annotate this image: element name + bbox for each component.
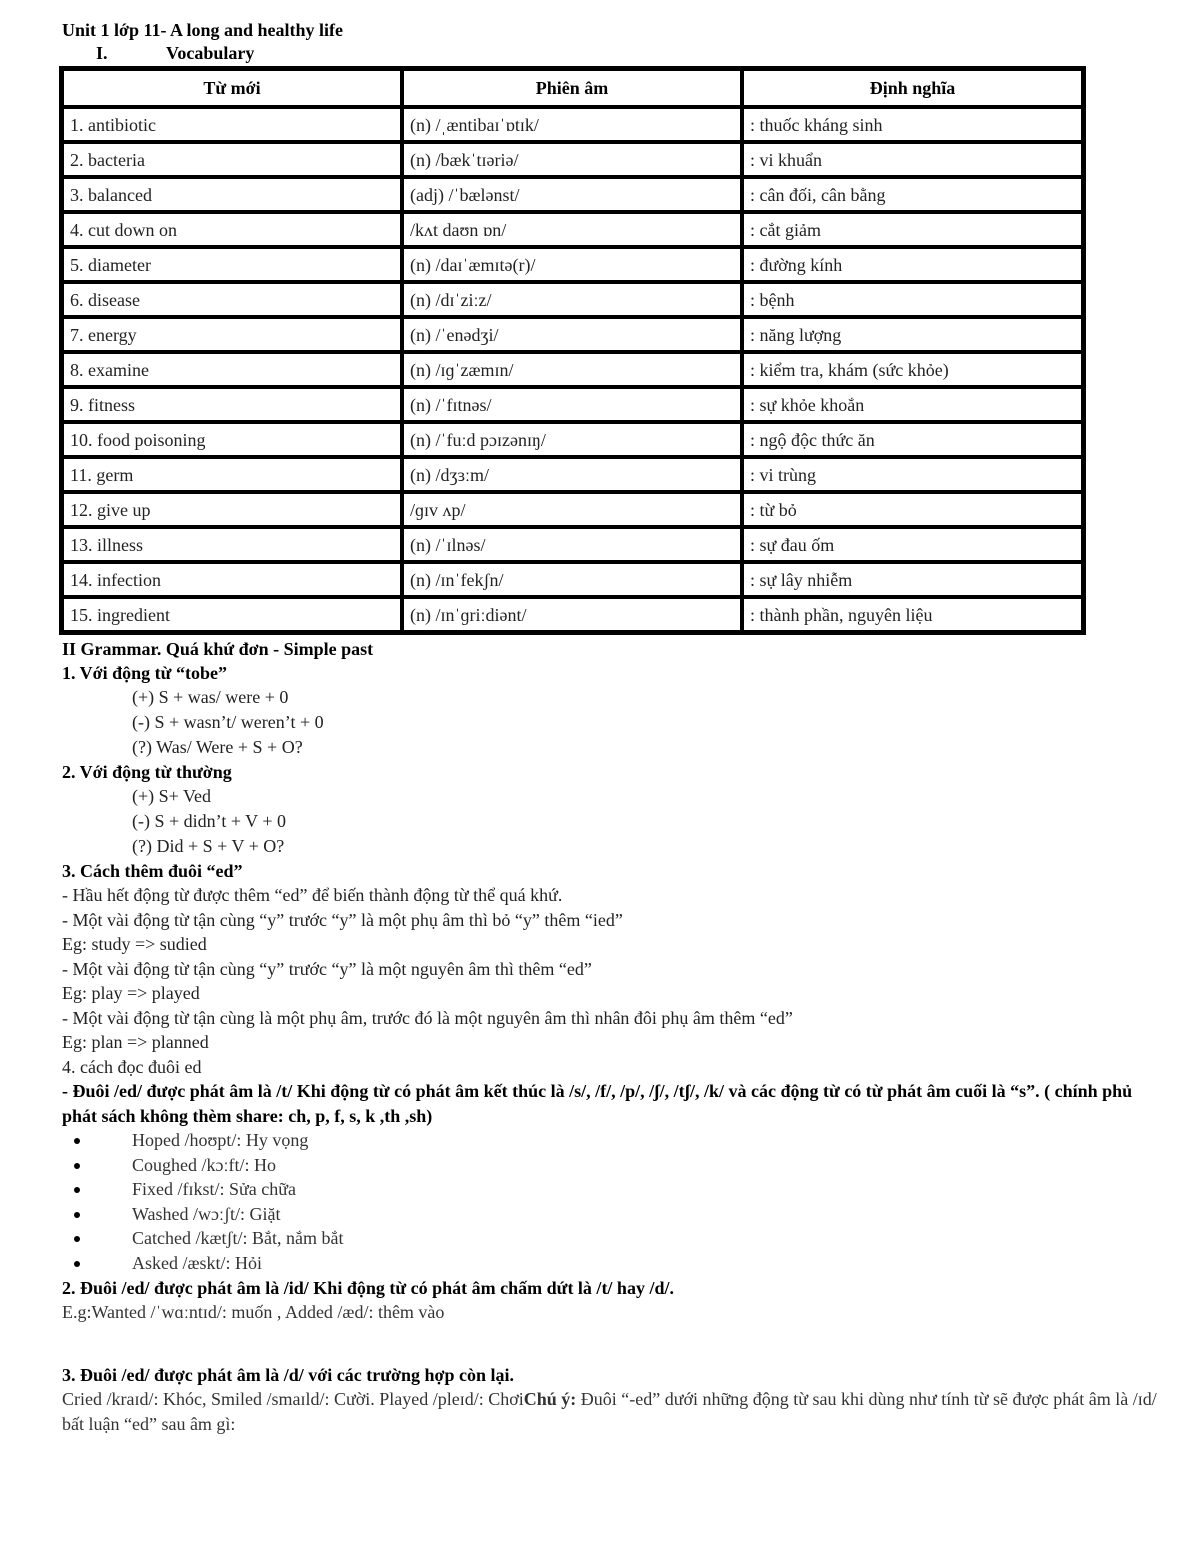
cell-phonetic: (n) /daɪˈæmɪtə(r)/ [402,247,742,282]
ed-line: - Một vài động từ tận cùng “y” trước “y” là một nguyên âm thì thêm “ed” [62,958,592,979]
cell-phonetic: (n) /ˈfuːd pɔɪzənɪŋ/ [402,422,742,457]
cell-word: 9. fitness [62,387,402,422]
list-item: Hoped /hoʊpt/: Hy vọng [62,1128,1162,1153]
table-row [62,422,1083,457]
tobe-heading: 1. Với động từ “tobe” [62,663,227,683]
cell-phonetic: /kʌt daʊn ɒn/ [402,212,742,247]
ed-example: Eg: plan => planned [62,1032,209,1052]
list-item: Coughed /kɔːft/: Ho [62,1153,1162,1178]
document-title: Unit 1 lớp 11- A long and healthy life [62,20,344,40]
section-number: I. [96,43,108,63]
table-row [62,352,1083,387]
t-rule: - Đuôi /ed/ được phát âm là /t/ Khi động từ có phát âm kết thúc là /s/, /f/, /p/, /ʃ/, /tʃ/, /k/ và các động từ có từ phát âm cuối là “s”. ( chính phủ phát sách không thèm share: ch, p, f, s, k ,th ,sh) [62,1081,1133,1126]
list-item: Washed /wɔːʃt/: Giặt [62,1202,1162,1227]
column-header-new-word: Từ mới [62,69,402,107]
cell-phonetic: (n) /ˈfɪtnəs/ [402,387,742,422]
spacer [62,1325,1162,1363]
id-example: E.g:Wanted /ˈwɑːntɪd/: muốn , Added /æd/: thêm vào [62,1302,445,1323]
ed-line: - Hầu hết động từ được thêm “ed” để biến thành động từ thể quá khứ. [62,885,563,905]
cell-word: 13. illness [62,527,402,562]
cell-phonetic: (adj) /ˈbælənst/ [402,177,742,212]
cell-phonetic: (n) /dɪˈziːz/ [402,282,742,317]
cell-definition: : kiểm tra, khám (sức khỏe) [742,352,1083,387]
ed-example: Eg: play => played [62,983,200,1003]
table-row [62,597,1083,632]
cell-definition: : ngộ độc thức ăn [742,422,1083,457]
regular-verb-heading: 2. Với động từ thường [62,762,232,782]
ed-pronunciation-heading: 4. cách đọc đuôi ed [62,1056,202,1077]
id-rule: 2. Đuôi /ed/ được phát âm là /id/ Khi động từ có phát âm chấm dứt là /t/ hay /d/. [62,1277,674,1298]
regular-affirmative: (+) S+ Ved [132,786,211,806]
cell-word: 5. diameter [62,247,402,282]
table-row [62,317,1083,352]
regular-negative: (-) S + didn’t + V + 0 [132,811,286,831]
table-row [62,212,1083,247]
cell-definition: : bệnh [742,282,1083,317]
cell-phonetic: (n) /ˈɪlnəs/ [402,527,742,562]
ed-line: - Một vài động từ tận cùng “y” trước “y” là một phụ âm thì bỏ “y” thêm “ied” [62,909,623,930]
cell-definition: : cắt giảm [742,212,1083,247]
cell-phonetic: (n) /ɪnˈɡriːdiənt/ [402,597,742,632]
cell-word: 8. examine [62,352,402,387]
cell-word: 10. food poisoning [62,422,402,457]
regular-question: (?) Did + S + V + O? [132,836,285,856]
vocabulary-heading [62,42,1162,64]
cell-word: 11. germ [62,457,402,492]
document-page [62,18,1162,1436]
tobe-question: (?) Was/ Were + S + O? [132,737,303,757]
d-rule: 3. Đuôi /ed/ được phát âm là /d/ với các trường hợp còn lại. [62,1364,515,1385]
note-label: Chú ý: [523,1389,577,1410]
cell-definition: : cân đối, cân bằng [742,177,1083,212]
cell-word: 14. infection [62,562,402,597]
ed-heading: 3. Cách thêm đuôi “ed” [62,861,243,881]
cell-phonetic: (n) /bækˈtɪəriə/ [402,142,742,177]
d-example: Cried /kraɪd/: Khóc, Smiled /smaɪld/: Cười. Played /pleɪd/: Chơi [62,1389,524,1410]
cell-definition: : vi trùng [742,457,1083,492]
table-row [62,107,1083,142]
table-row [62,457,1083,492]
table-row [62,142,1083,177]
cell-phonetic: (n) /ɪnˈfekʃn/ [402,562,742,597]
table-row [62,177,1083,212]
d-example-and-note [62,1387,1162,1436]
table-row [62,562,1083,597]
vocabulary-table [59,66,1086,635]
column-header-definition: Định nghĩa [742,69,1083,107]
table-row [62,527,1083,562]
table-row [62,492,1083,527]
cell-word: 15. ingredient [62,597,402,632]
cell-definition: : sự đau ốm [742,527,1083,562]
cell-word: 6. disease [62,282,402,317]
note-text: Đuôi “-ed” dưới những động từ sau khi dùng như tính từ sẽ được phát âm là /ɪd/ bất luận “ed” sau âm gì: [62,1389,1157,1434]
cell-word: 4. cut down on [62,212,402,247]
table-row [62,387,1083,422]
vocabulary-table-body [62,107,1083,632]
cell-phonetic: (n) /dʒɜːm/ [402,457,742,492]
section-label: Vocabulary [166,43,255,63]
tobe-negative: (-) S + wasn’t/ weren’t + 0 [132,712,324,732]
cell-phonetic: (n) /ɪɡˈzæmɪn/ [402,352,742,387]
list-item: Fixed /fɪkst/: Sửa chữa [62,1177,1162,1202]
cell-definition: : vi khuẩn [742,142,1083,177]
cell-phonetic: (n) /ˌæntibaɪˈɒtɪk/ [402,107,742,142]
cell-definition: : sự khỏe khoắn [742,387,1083,422]
cell-phonetic: (n) /ˈenədʒi/ [402,317,742,352]
table-row [62,247,1083,282]
list-item: Catched /kætʃt/: Bắt, nắm bắt [62,1226,1162,1251]
cell-definition: : năng lượng [742,317,1083,352]
cell-definition: : đường kính [742,247,1083,282]
cell-definition: : thành phần, nguyên liệu [742,597,1083,632]
cell-definition: : từ bỏ [742,492,1083,527]
grammar-heading: II Grammar. Quá khứ đơn - Simple past [62,639,374,659]
t-examples-list [62,1128,1162,1276]
tobe-affirmative: (+) S + was/ were + 0 [132,687,289,707]
table-header-row [62,69,1083,107]
cell-word: 2. bacteria [62,142,402,177]
table-row [62,282,1083,317]
ed-line: - Một vài động từ tận cùng là một phụ âm, trước đó là một nguyên âm thì nhân đôi phụ âm thêm “ed” [62,1007,793,1028]
cell-definition: : sự lây nhiễm [742,562,1083,597]
list-item: Asked /æskt/: Hỏi [62,1251,1162,1276]
cell-word: 7. energy [62,317,402,352]
cell-phonetic: /ɡɪv ʌp/ [402,492,742,527]
ed-example: Eg: study => sudied [62,934,207,954]
cell-word: 1. antibiotic [62,107,402,142]
column-header-phonetic: Phiên âm [402,69,742,107]
cell-definition: : thuốc kháng sinh [742,107,1083,142]
cell-word: 12. give up [62,492,402,527]
cell-word: 3. balanced [62,177,402,212]
